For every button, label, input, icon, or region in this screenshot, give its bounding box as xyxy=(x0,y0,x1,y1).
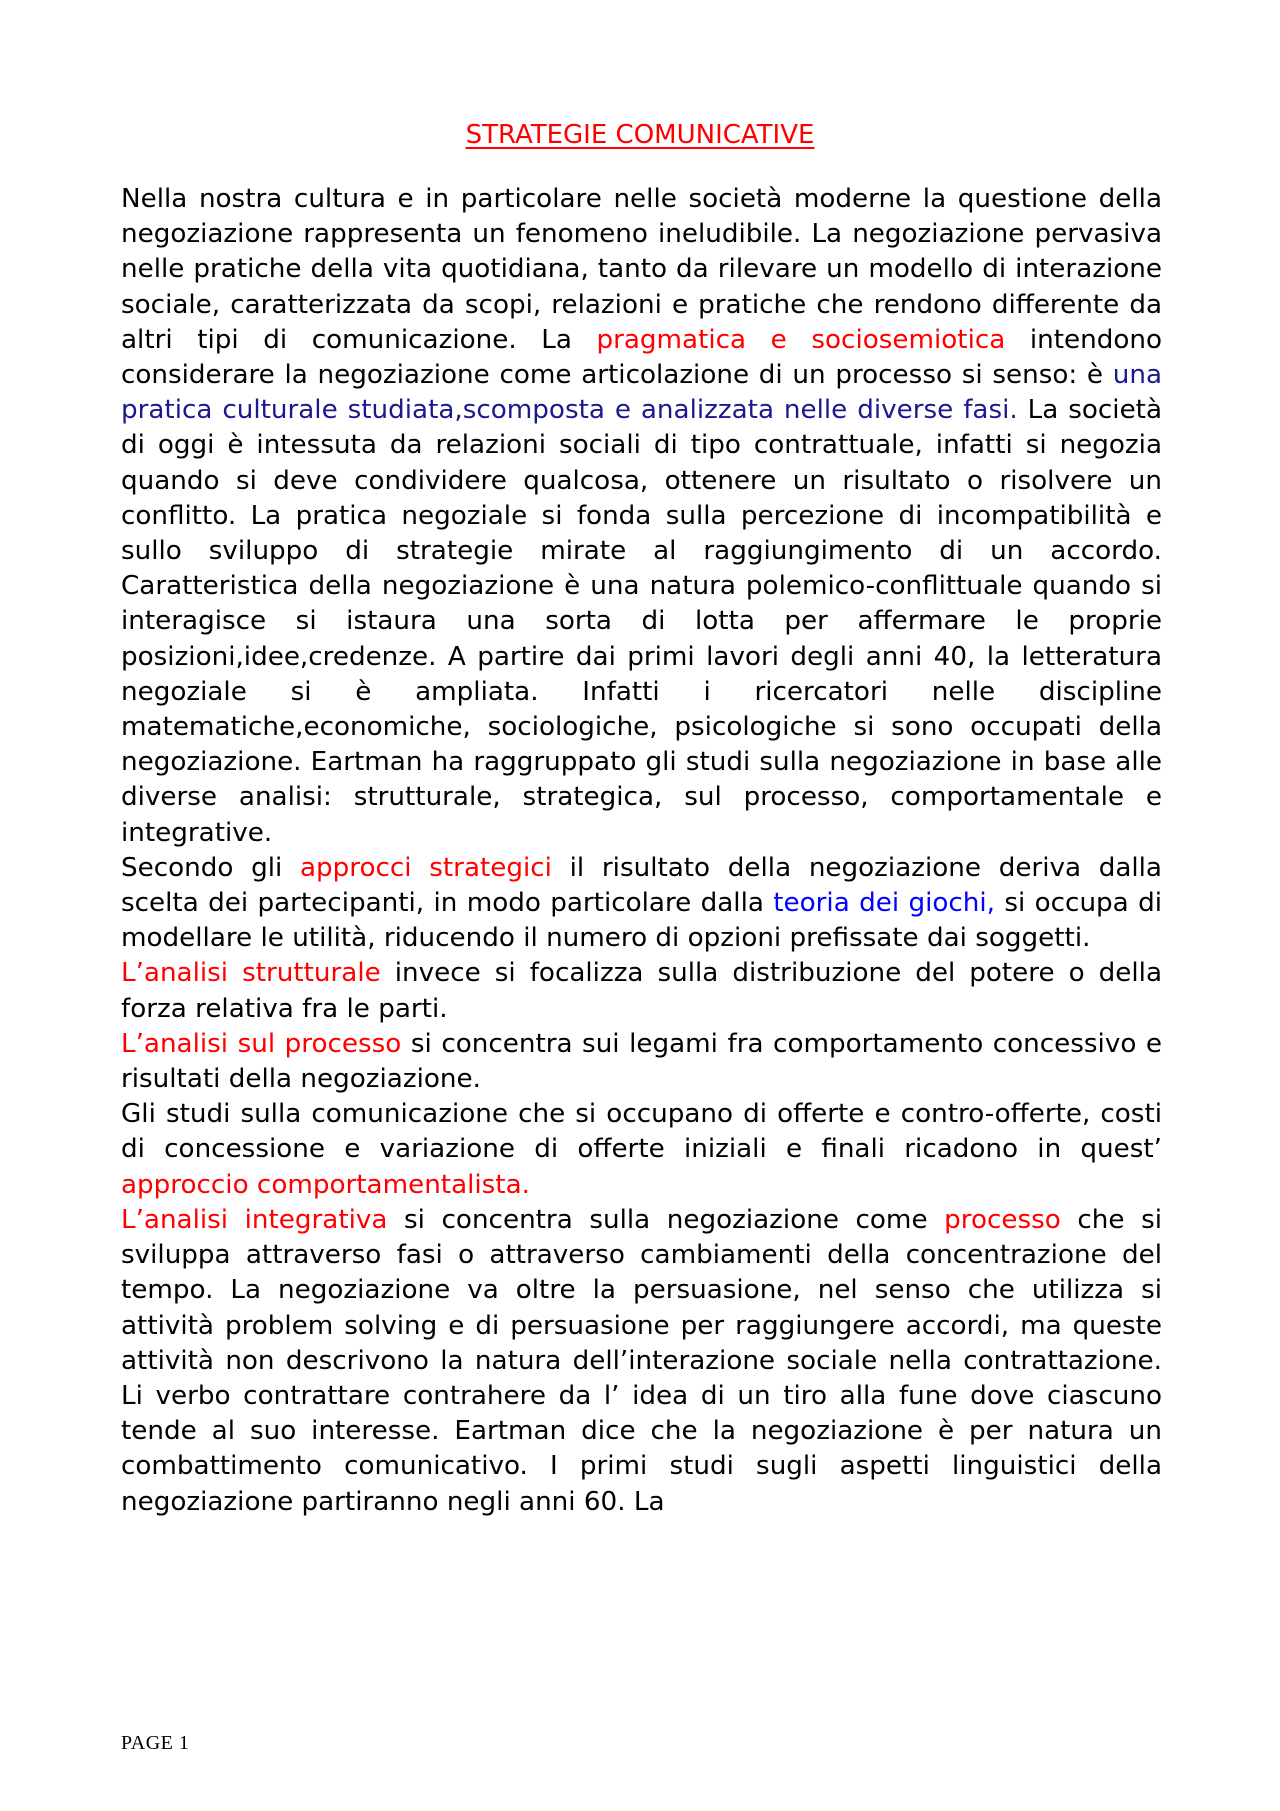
paragraph xyxy=(121,1203,1162,1520)
paragraph xyxy=(121,1027,1162,1097)
text-run: Gli studi sulla comunicazione che si occupano di offerte e contro-offerte, costi di concessione e variazione di offerte iniziali e finali ricadono in quest’ xyxy=(121,1099,1162,1165)
highlighted-phrase: una pratica culturale studiata,scomposta e analizzata nelle diverse fasi. xyxy=(121,360,1162,426)
text-run: il risultato della negoziazione deriva dalla scelta dei partecipanti, in modo particolare dalla xyxy=(121,852,1162,919)
paragraph xyxy=(121,182,1162,851)
highlighted-term: pragmatica e sociosemiotica xyxy=(596,324,1006,355)
text-run: si concentra sui legami fra comportamento concessivo e risultati della negoziazione. xyxy=(121,1028,1163,1095)
text-run: Nella nostra cultura e in particolare nelle società moderne la questione della negoziazione rappresenta un fenomeno ineludibile. La negoziazione pervasiva nelle pratiche della vita quotidiana, tanto da rilevare un modello di interazione sociale, caratterizzata da scopi, relazioni e pratiche che rendono differente da altri tipi di comunicazione. La xyxy=(121,184,1162,355)
page-number-footer: PAGE 1 xyxy=(121,1732,190,1754)
paragraph xyxy=(121,1097,1162,1203)
document-title: STRATEGIE COMUNICATIVE xyxy=(465,120,815,150)
highlighted-term: L’analisi integrativa xyxy=(121,1204,388,1235)
highlighted-term: L’analisi sul processo xyxy=(121,1028,402,1059)
highlighted-term: processo xyxy=(944,1204,1061,1235)
paragraph xyxy=(121,956,1162,1026)
text-run: intendono considerare la negoziazione come articolazione di un processo si senso: è xyxy=(121,324,1162,391)
text-run: Secondo gli xyxy=(121,852,300,883)
paragraph xyxy=(121,851,1162,957)
highlighted-term: L’analisi strutturale xyxy=(121,958,381,989)
highlighted-term: teoria dei giochi, xyxy=(773,888,995,919)
document-body xyxy=(121,182,1162,1520)
highlighted-term: approcci strategici xyxy=(299,852,552,883)
text-run: che si sviluppa attraverso fasi o attraverso cambiamenti della concentrazione del tempo. La negoziazione va oltre la persuasione, nel senso che utilizza si attività problem solving e di persuasione per raggiungere accordi, ma queste attività non descrivono la natura dell’interazione sociale nella contrattazione. Li verbo contrattare contrahere da l’ idea di un tiro alla fune dove ciascuno tende al suo interesse. Eartman dice che la negoziazione è per natura un combattimento comunicativo. I primi studi sugli aspetti linguistici della negoziazione partiranno negli anni 60. La xyxy=(121,1204,1162,1517)
text-run: La società di oggi è intessuta da relazioni sociali di tipo contrattuale, infatti si negozia quando si deve condividere qualcosa, ottenere un risultato o risolvere un conflitto. La pratica negoziale si fonda sulla percezione di incompatibilità e sullo sviluppo di strategie mirate al raggiungimento di un accordo. Caratteristica della negoziazione è una natura polemico-conflittuale quando si interagisce si istaura una sorta di lotta per affermare le proprie posizioni,idee,credenze. A partire dai primi lavori degli anni 40, la letteratura negoziale si è ampliata. Infatti i ricercatori nelle discipline matematiche,economiche, sociologiche, psicologiche si sono occupati della negoziazione. Eartman ha raggruppato gli studi sulla negoziazione in base alle diverse analisi: strutturale, strategica, sul processo, comportamentale e integrative. xyxy=(121,395,1162,848)
text-run: si concentra sulla negoziazione come xyxy=(387,1204,945,1235)
text-run: invece si focalizza sulla distribuzione del potere o della forza relativa fra le parti. xyxy=(121,958,1162,1024)
text-run: si occupa di modellare le utilità, riducendo il numero di opzioni prefissate dai soggetti. xyxy=(121,888,1162,954)
highlighted-term: approccio comportamentalista. xyxy=(121,1169,530,1200)
